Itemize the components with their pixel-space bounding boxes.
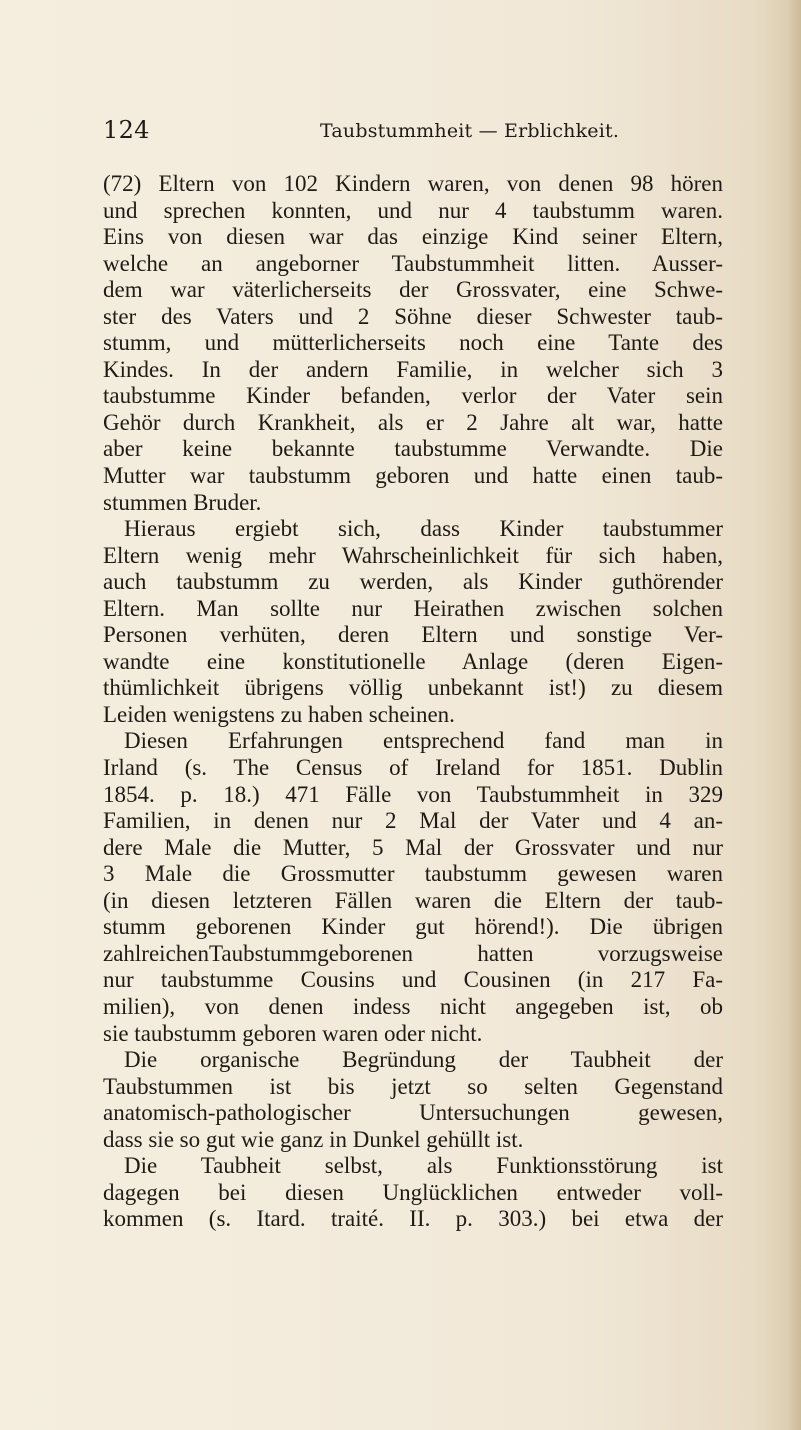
text-line: anatomisch-pathologischer Untersuchungen gewesen, [103,1100,723,1126]
text-line: welche an angeborner Taubstummheit litten. Ausser- [103,250,723,276]
text-line: Eltern wenig mehr Wahrscheinlichkeit für sich haben, [103,542,723,568]
text-line: stummen Bruder. [103,489,262,515]
paragraph-start: Die organische Begründung der Taubheit der [124,1047,723,1073]
text-line: (in diesen letzteren Fällen waren die Eltern der taub- [103,887,723,913]
text-line: Eltern. Man sollte nur Heirathen zwischen solchen [103,595,723,621]
text-line: Leiden wenigstens zu haben scheinen. [103,701,455,727]
page-edge-shadow [787,0,801,1430]
text-line: (72) Eltern von 102 Kindern waren, von denen 98 hören [103,171,723,196]
text-line: Personen verhüten, deren Eltern und sonstige Ver- [103,622,723,648]
paragraph-start: Hieraus ergiebt sich, dass Kinder taubstummer [124,516,723,542]
text-line: dass sie so gut wie ganz in Dunkel gehüllt ist. [103,1126,524,1152]
text-line: sie taubstumm geboren waren oder nicht. [103,1020,483,1046]
text-line: wandte eine konstitutionelle Anlage (deren Eigen- [103,648,723,674]
text-line: zahlreichenTaubstummgeborenen hatten vorzugsweise [103,940,723,966]
page-header [103,116,663,150]
text-line: nur taubstumme Cousins und Cousinen (in 217 Fa- [103,967,723,993]
text-line: dem war väterlicherseits der Grossvater, eine Schwe- [103,277,723,303]
text-line: Taubstummen ist bis jetzt so selten Gegenstand [103,1073,723,1099]
text-line: Kindes. In der andern Familie, in welcher sich 3 [103,356,723,382]
paragraph-start: Diesen Erfahrungen entsprechend fand man in [124,728,723,754]
text-line: 1854. p. 18.) 471 Fälle von Taubstummheit in 329 [103,781,723,807]
text-line: aber keine bekannte taubstumme Verwandte. Die [103,436,723,462]
text-line: Irland (s. The Census of Ireland for 1851. Dublin [103,755,723,781]
text-line: Eins von diesen war das einzige Kind seiner Eltern, [103,224,723,250]
paragraph-start: Die Taubheit selbst, als Funktionsstörung ist [124,1153,723,1179]
text-line: 3 Male die Grossmutter taubstumm gewesen waren [103,861,723,887]
body-text [103,171,723,1233]
text-line: ster des Vaters und 2 Söhne dieser Schwester taub- [103,303,723,329]
text-line: stumm, und mütterlicherseits noch eine Tante des [103,330,723,356]
text-line: auch taubstumm zu werden, als Kinder guthörender [103,569,723,595]
text-line: Gehör durch Krankheit, als er 2 Jahre alt war, hatte [103,409,723,435]
text-line: dagegen bei diesen Unglücklichen entweder voll- [103,1179,723,1205]
text-line: milien), von denen indess nicht angegeben ist, ob [103,993,723,1019]
text-line: thümlichkeit übrigens völlig unbekannt ist!) zu diesem [103,675,723,701]
text-line: stumm geborenen Kinder gut hörend!). Die übrigen [103,914,723,940]
running-head: Taubstummheit — Erblichkeit. [320,120,620,142]
text-line: taubstumme Kinder befanden, verlor der Vater sein [103,383,723,409]
text-line: Mutter war taubstumm geboren und hatte einen taub- [103,463,723,489]
page-number: 124 [103,116,150,144]
text-line: Familien, in denen nur 2 Mal der Vater und 4 an- [103,808,723,834]
text-line: kommen (s. Itard. traité. II. p. 303.) bei etwa der [103,1206,723,1232]
text-line: und sprechen konnten, und nur 4 taubstumm waren. [103,197,723,223]
text-line: dere Male die Mutter, 5 Mal der Grossvater und nur [103,834,723,860]
